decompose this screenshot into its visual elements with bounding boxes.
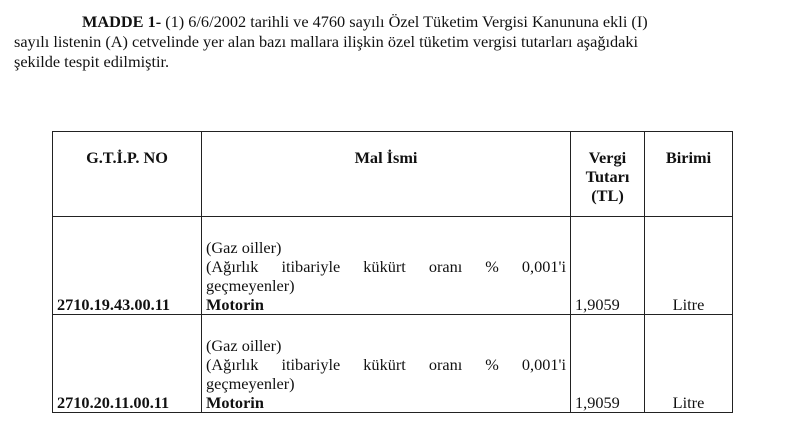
- tax-table: [52, 131, 733, 413]
- cell-amount: 1,9059: [571, 315, 645, 413]
- desc-line-1: (Gaz oiller): [206, 336, 282, 355]
- header-name: Mal İsmi: [202, 132, 571, 217]
- header-amount-line-3: (TL): [591, 186, 624, 205]
- paragraph-line-1: [14, 12, 784, 32]
- cell-unit: Litre: [645, 315, 733, 413]
- table-row: [53, 315, 733, 413]
- product-name: Motorin: [206, 295, 264, 314]
- desc-line-3: geçmeyenler): [206, 276, 295, 295]
- desc-line-2: (Ağırlık itibariyle kükürt oranı % 0,001'i: [206, 257, 566, 276]
- article-title: MADDE 1-: [82, 12, 162, 31]
- cell-name: [202, 315, 571, 413]
- desc-line-2: (Ağırlık itibariyle kükürt oranı % 0,001'i: [206, 355, 566, 374]
- header-unit: Birimi: [645, 132, 733, 217]
- header-amount-line-2: Tutarı: [585, 167, 630, 186]
- header-amount-line-1: Vergi: [588, 148, 627, 167]
- cell-name: [202, 217, 571, 315]
- product-name: Motorin: [206, 393, 264, 412]
- cell-code: 2710.19.43.00.11: [53, 217, 202, 315]
- desc-line-1: (Gaz oiller): [206, 238, 282, 257]
- cell-unit: Litre: [645, 217, 733, 315]
- cell-code: 2710.20.11.00.11: [53, 315, 202, 413]
- paragraph-line-3: şekilde tespit edilmiştir.: [14, 52, 170, 71]
- desc-line-3: geçmeyenler): [206, 374, 295, 393]
- header-amount: [571, 132, 645, 217]
- paragraph-text-1: (1) 6/6/2002 tarihli ve 4760 sayılı Özel Tüketim Vergisi Kanununa ekli (I): [165, 12, 648, 31]
- article-paragraph: [14, 12, 784, 72]
- cell-amount: 1,9059: [571, 217, 645, 315]
- paragraph-line-2: sayılı listenin (A) cetvelinde yer alan bazı mallara ilişkin özel tüketim vergisi tutarları aşağıdaki: [14, 32, 639, 51]
- header-code: G.T.İ.P. NO: [53, 132, 202, 217]
- table-row: [53, 217, 733, 315]
- table-header-row: [53, 132, 733, 217]
